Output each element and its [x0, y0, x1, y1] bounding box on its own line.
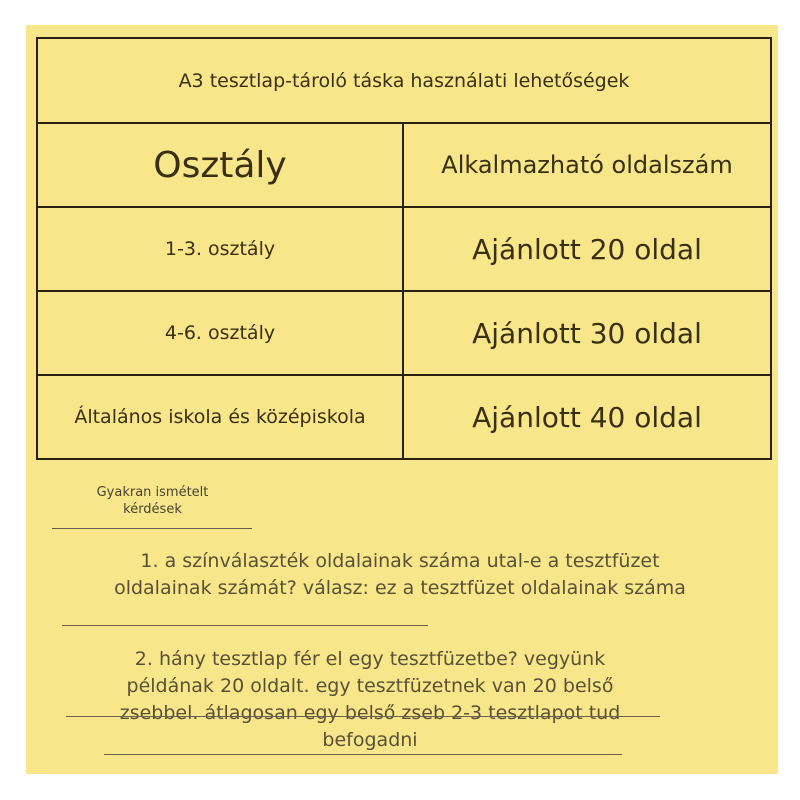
faq-text-line: zsebbel. átlagosan egy belső zseb 2-3 tesztlapot tud [119, 702, 621, 724]
faq-title [50, 484, 255, 518]
table-title: A3 tesztlap-tároló táska használati lehetőségek [37, 38, 771, 123]
grade-cell: 1-3. osztály [37, 207, 403, 291]
faq-title-line: kérdések [123, 502, 182, 517]
faq-question-2 [30, 646, 710, 754]
table-row [37, 291, 771, 375]
faq-text-line: 2. hány tesztlap fér el egy tesztfüzetbe? vegyünk [134, 648, 606, 670]
table-row [37, 375, 771, 459]
pages-cell: Ajánlott 30 oldal [403, 291, 771, 375]
grade-cell: 4-6. osztály [37, 291, 403, 375]
divider-line [104, 754, 622, 755]
divider-line [62, 625, 428, 626]
faq-text-line: 1. a színválaszték oldalainak száma utal-e a tesztfüzet [140, 550, 660, 572]
faq-title-line: Gyakran ismételt [96, 485, 209, 500]
pages-cell: Ajánlott 40 oldal [403, 375, 771, 459]
usage-table [36, 37, 772, 460]
divider-line [66, 716, 660, 717]
header-grade: Osztály [37, 123, 403, 207]
faq-question-1 [40, 548, 760, 602]
table-row [37, 207, 771, 291]
header-page-count: Alkalmazható oldalszám [403, 123, 771, 207]
faq-text-line: befogadni [322, 729, 418, 751]
grade-cell: Általános iskola és középiskola [37, 375, 403, 459]
faq-title-underline [52, 528, 252, 529]
faq-text-line: példának 20 oldalt. egy tesztfüzetnek van 20 belső [126, 675, 614, 697]
pages-cell: Ajánlott 20 oldal [403, 207, 771, 291]
faq-text-line: oldalainak számát? válasz: ez a tesztfüzet oldalainak száma [114, 577, 686, 599]
